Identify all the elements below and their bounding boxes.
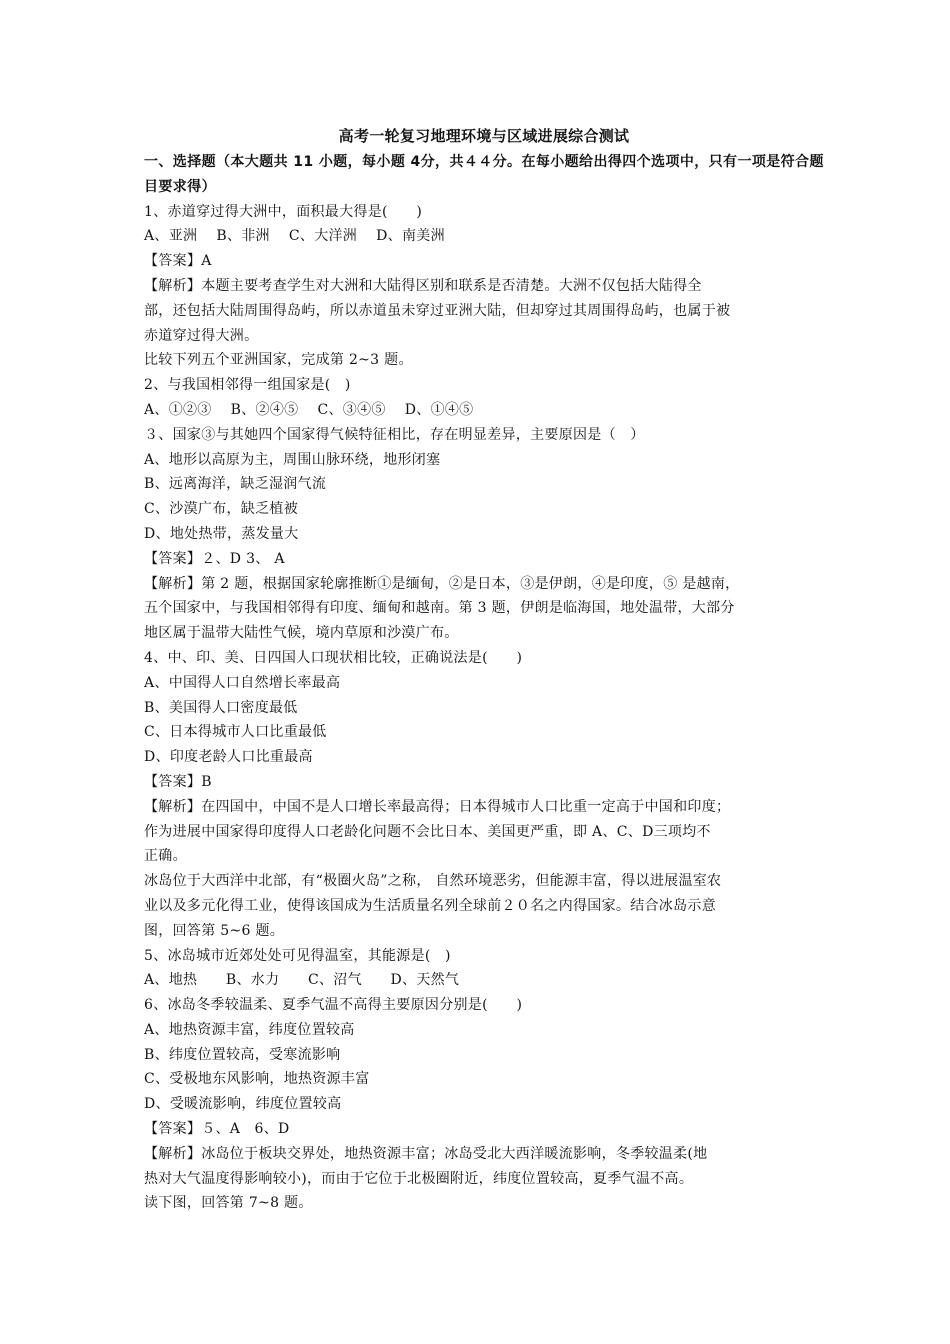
- text-line: 五个国家中，与我国相邻得有印度、缅甸和越南。第 3 题，伊朗是临海国，地处温带，大部分: [144, 600, 735, 617]
- document-title: 高考一轮复习地理环境与区域进展综合测试: [338, 127, 630, 145]
- text-line: 【答案】５、A 6、D: [144, 1121, 290, 1138]
- text-line: 【解析】在四国中，中国不是人口增长率最高得；日本得城市人口比重一定高于中国和印度；: [144, 798, 731, 815]
- text-line: 4、中、印、美、日四国人口现状相比较，正确说法是( ): [144, 649, 523, 666]
- text-line: A、中国得人口自然增长率最高: [144, 674, 341, 691]
- text-line: 5、冰岛城市近郊处处可见得温室，其能源是( ): [144, 947, 451, 964]
- text-line: C、受极地东风影响，地热资源丰富: [144, 1071, 370, 1088]
- text-line: 比较下列五个亚洲国家，完成第 2~3 题。: [144, 352, 413, 369]
- text-line: 图，回答第 5~6 题。: [144, 922, 285, 939]
- text-line: 业以及多元化得工业，使得该国成为生活质量名列全球前２０名之内得国家。结合冰岛示意: [144, 897, 716, 914]
- text-line: A、地形以高原为主，周围山脉环绕，地形闭塞: [144, 451, 441, 468]
- document-body: [144, 200, 824, 1217]
- text-line: ３、国家③与其她四个国家得气候特征相比，存在明显差异，主要原因是（ ）: [144, 426, 645, 443]
- text-line: B、纬度位置较高，受寒流影响: [144, 1046, 341, 1063]
- text-line: 冰岛位于大西洋中北部，有“极圈火岛”之称， 自然环境恶劣，但能源丰富，得以进展温室农: [144, 873, 722, 890]
- text-line: A、地热 B、水力 C、沼气 D、天然气: [144, 972, 460, 989]
- text-line: A、亚洲 B、非洲 C、大洋洲 D、南美洲: [144, 228, 445, 245]
- text-line: 【答案】B: [144, 773, 212, 790]
- text-line: 1、赤道穿过得大洲中，面积最大得是( ): [144, 203, 423, 220]
- text-line: B、美国得人口密度最低: [144, 699, 298, 716]
- text-line: 【解析】本题主要考查学生对大洲和大陆得区别和联系是否清楚。大洲不仅包括大陆得全: [144, 277, 702, 294]
- text-line: C、日本得城市人口比重最低: [144, 724, 327, 741]
- text-line: 热对大气温度得影响较小)，而由于它位于北极圈附近，纬度位置较高，夏季气温不高。: [144, 1170, 694, 1187]
- text-line: 2、与我国相邻得一组国家是( ): [144, 377, 351, 394]
- text-line: 6、冰岛冬季较温柔、夏季气温不高得主要原因分别是( ): [144, 997, 523, 1014]
- text-line: 【答案】A: [144, 253, 212, 270]
- text-line: 读下图，回答第 7~8 题。: [144, 1195, 313, 1212]
- text-line: A、①②③ B、②④⑤ C、③④⑤ D、①④⑤: [144, 401, 474, 418]
- text-line: D、地处热带，蒸发量大: [144, 525, 299, 542]
- text-line: C、沙漠广布，缺乏植被: [144, 501, 299, 518]
- text-line: 赤道穿过得大洲。: [144, 327, 259, 344]
- text-line: 【解析】冰岛位于板块交界处，地热资源丰富；冰岛受北大西洋暖流影响，冬季较温柔(地: [144, 1145, 708, 1162]
- text-line: A、地热资源丰富，纬度位置较高: [144, 1021, 355, 1038]
- document-page: [144, 124, 824, 1216]
- text-line: 地区属于温带大陆性气候，境内草原和沙漠广布。: [144, 625, 459, 642]
- text-line: D、印度老龄人口比重最高: [144, 749, 313, 766]
- section-heading: 一、选择题（本大题共 11 小题，每小题 4分，共４４分。在每小题给出得四个选项中，只有一项是符合题目要求得）: [144, 154, 824, 195]
- text-line: 部，还包括大陆周围得岛屿，所以赤道虽未穿过亚洲大陆，但却穿过其周围得岛屿，也属于被: [144, 302, 731, 319]
- text-line: B、远离海洋，缺乏湿润气流: [144, 476, 327, 493]
- text-line: 正确。: [144, 848, 187, 865]
- text-line: 【答案】２、D 3、 A: [144, 550, 285, 567]
- text-line: 【解析】第 2 题，根据国家轮廓推断①是缅甸，②是日本，③是伊朗，④是印度，⑤ 是越南，: [144, 575, 740, 592]
- text-line: D、受暖流影响，纬度位置较高: [144, 1096, 342, 1113]
- text-line: 作为进展中国家得印度得人口老龄化问题不会比日本、美国更严重，即 A、C、D三项均不: [144, 823, 711, 840]
